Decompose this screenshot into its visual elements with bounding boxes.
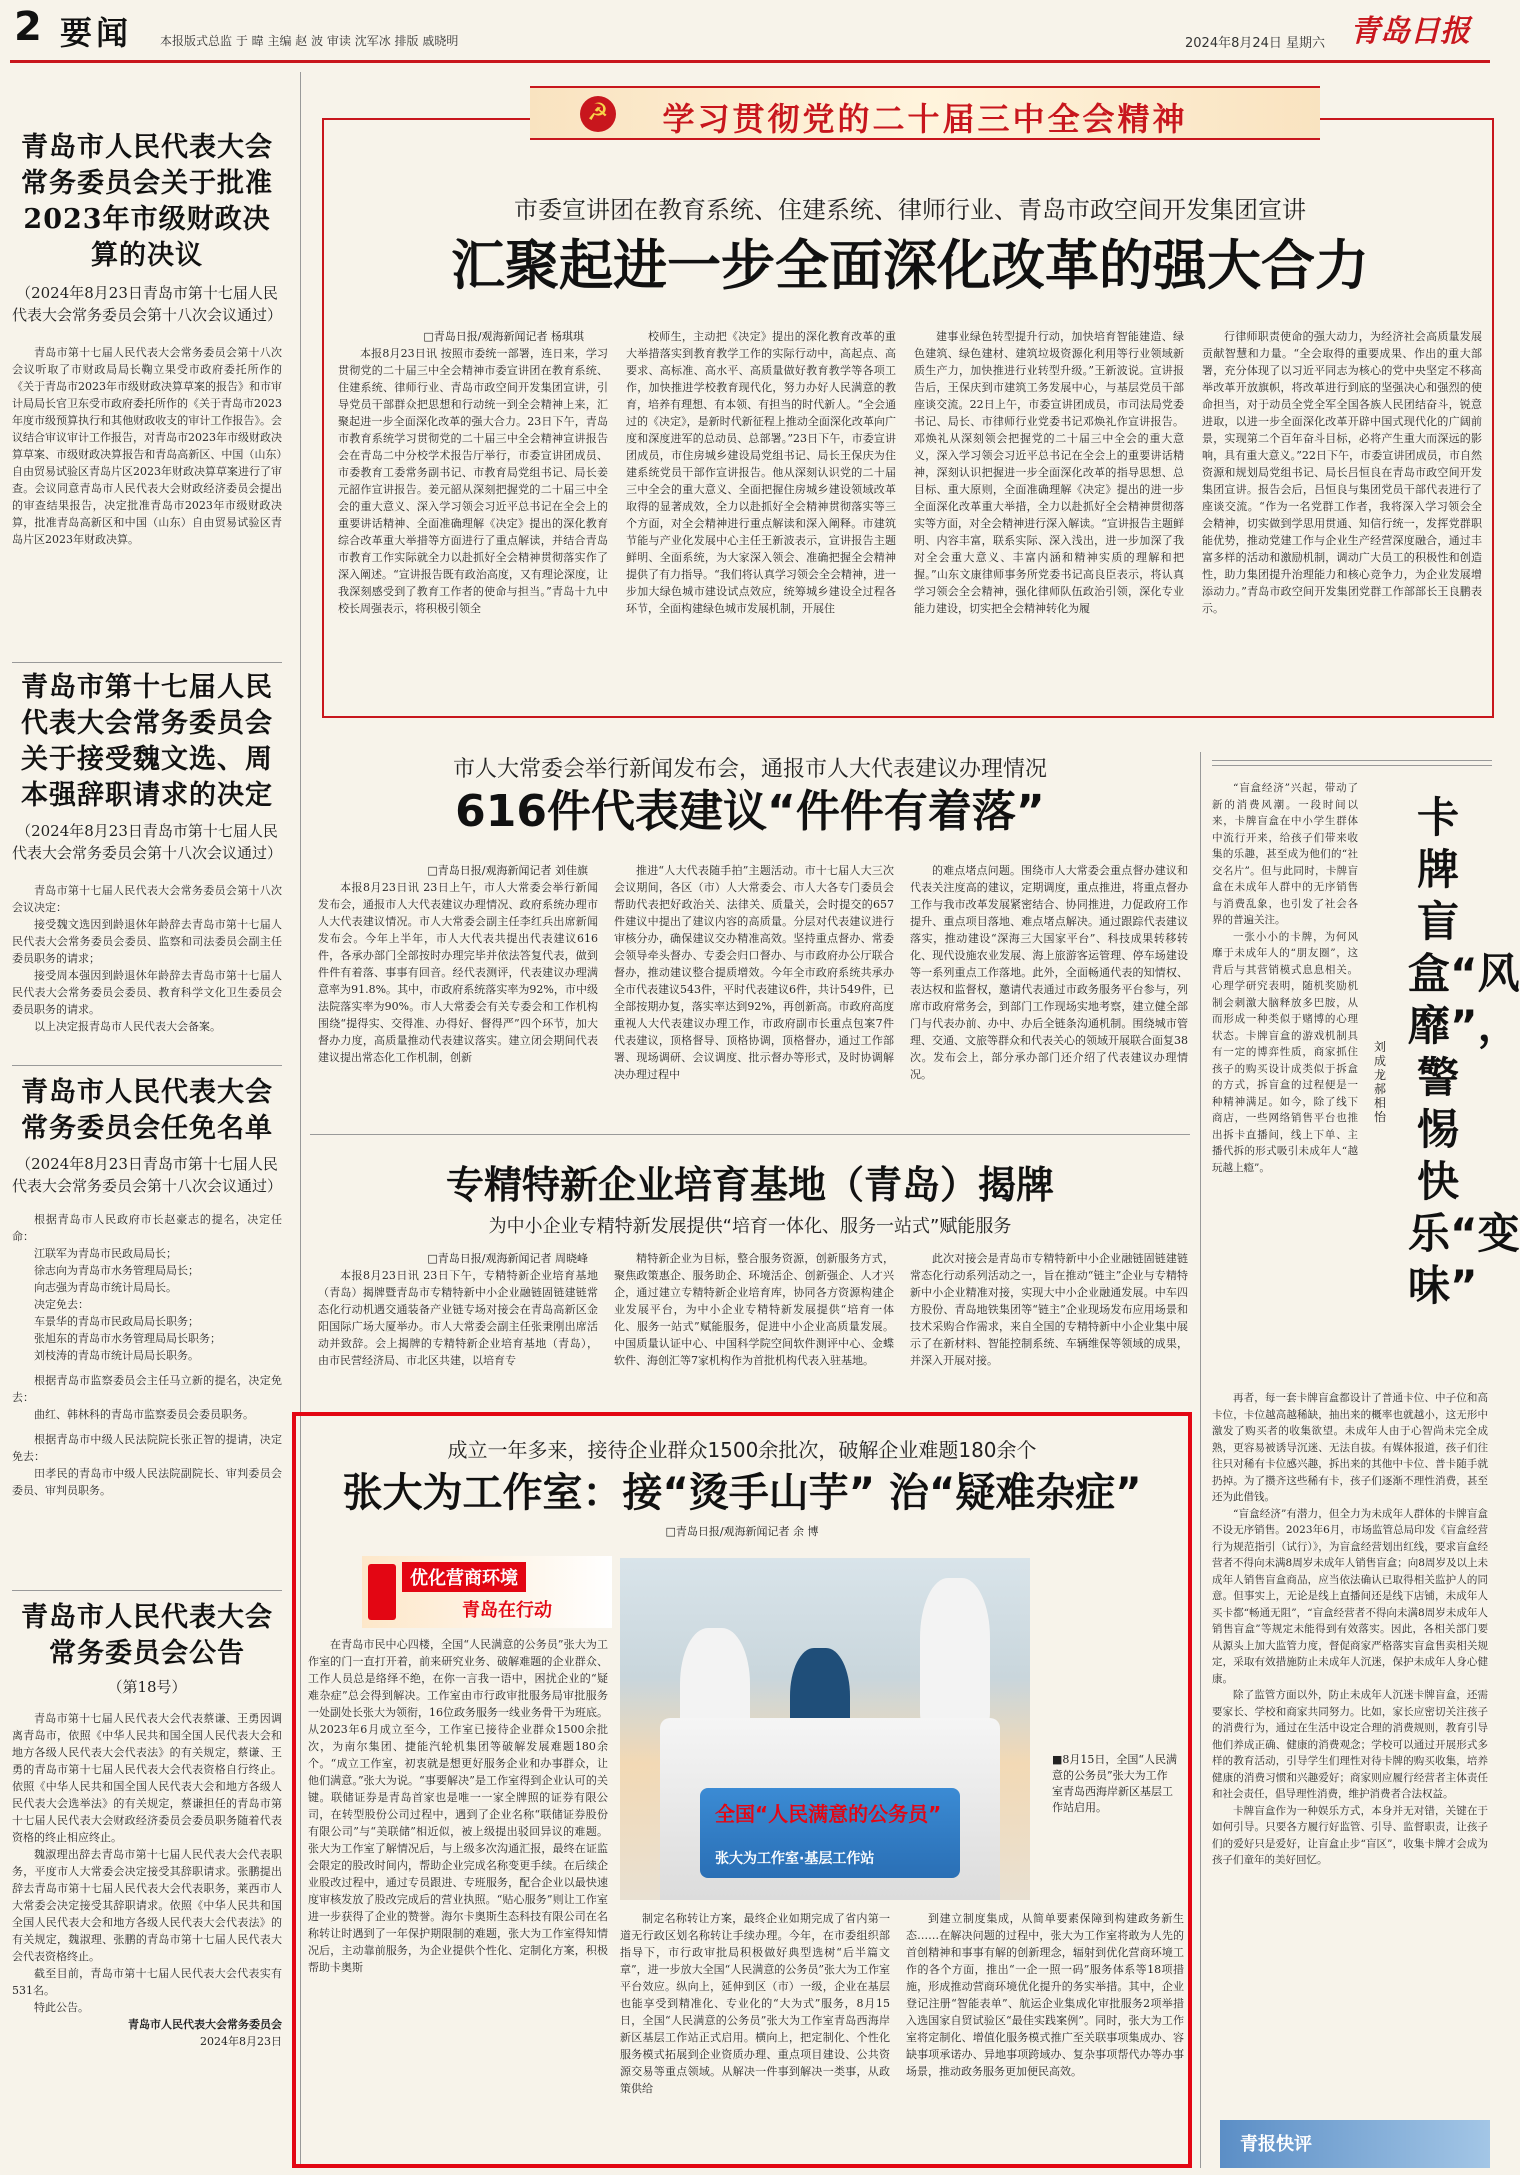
page-section-label: 要闻: [60, 14, 133, 52]
commentary-paragraph: 除了监管方面以外，防止未成年人沉迷卡牌盲盒，还需要家长、学校和商家共同努力。比如，家长应密切关注孩子的消费行为，通过在生活中设定合理的消费规则，教育引导他们养成正确、健康的消费观念；学校可以通过开展形式多样的教育活动，引导学生们理性对待卡牌的购买收集，培养健康的消费习惯和兴趣爱好；商家则应履行经营者主体责任和社会责任，倡导理性消费，维护消费者合法权益。: [1212, 1689, 1488, 1800]
article-appointments: [12, 1075, 282, 1499]
theme-banner: [530, 86, 1320, 140]
commentary-title: 卡牌盲盒“风靡”，警惕快乐“变味”: [1408, 793, 1520, 1310]
lead-story: [330, 190, 1490, 303]
article-title: 青岛市人民代表大会常务委员会公告: [21, 1602, 273, 1669]
article-paragraph: 决定免去：: [34, 1298, 89, 1311]
article-paragraph: 刘枝涛的青岛市统计局局长职务。: [34, 1349, 199, 1362]
story-column-text: 建事业绿色转型提升行动，加快培育智能建造、绿色建筑、绿色建材、建筑垃圾资源化利用等行业领域新质生产力，加快推进行业转型升级。”王新波说。宣讲报告后，王保庆到市建筑工务发展中心，与基层党员干部座谈交流。22日上午，市委宣讲团成员，市司法局党委书记、局长、市律师行业党委书记邓焕礼作宣讲报告。邓焕礼从深刻领会把握党的二十届三中全会的重大意义，深入学习领会习近平总书记在全会上的重要讲话精神，深刻认识把握进一步全面深化改革的指导思想、总目标、重大原则，全面准确理解《决定》提出的进一步全面深化改革重大举措，全力以赴抓好全会精神贯彻落实等方面，对全会精神进行深入解读。“宣讲报告主题鲜明、内容丰富，联系实际、深入浅出，进一步加深了我对全会重大意义、丰富内涵和精神实质的理解和把握。”山东文康律师事务所党委书记高良臣表示，将认真学习领会全会精神，强化律师队伍政治引领，深化专业能力建设，切实把全会精神转化为履: [914, 330, 1184, 615]
story-kicker: 市人大常委会举行新闻发布会，通报市人大代表建议办理情况: [452, 757, 1047, 782]
featured-column: [620, 1910, 890, 2164]
article-subtitle: （2024年8月23日青岛市第十七届人民代表大会常务委员会第十八次会议通过）: [12, 284, 283, 324]
commentary-footer-banner: [1220, 2120, 1490, 2168]
article-subtitle: （2024年8月23日青岛市第十七届人民代表大会常务委员会第十八次会议通过）: [12, 1155, 283, 1195]
article-subtitle: （2024年8月23日青岛市第十七届人民代表大会常务委员会第十八次会议通过）: [12, 822, 283, 862]
article-body: [12, 1211, 282, 1499]
story-column: [626, 328, 896, 617]
commentary-paragraph: 再者，每一套卡牌盲盒都设计了普通卡位、中子位和高卡位，卡位越高越稀缺，抽出来的概率也就越小，这无形中激发了购买者的收集欲望。未成年人由于心智尚未完全成熟，更容易被诱导沉迷、无法自拔。有媒体报道，孩子们往往只对稀有卡位感兴趣，拆出来的其他中卡位、普卡随手就扔掉。为了攒齐这些稀有卡，孩子们逐渐不理性消费，甚至还为此借钱。: [1212, 1392, 1488, 1503]
article-paragraph: 接受魏文选因到龄退休年龄辞去青岛市第十七届人民代表大会常务委员会委员、监察和司法委员会副主任委员职务的请求；: [12, 918, 282, 965]
story-column: [318, 1250, 598, 1369]
featured-column: [906, 1910, 1184, 2164]
article-paragraph: 根据青岛市中级人民法院院长张正智的提请，决定免去：: [12, 1433, 282, 1463]
article-paragraph: 青岛市第十七届人民代表大会常务委员会第十八次会议听取了市财政局局长鞠立果受市政府委托所作的《关于青岛市2023年市级财政决算草案的报告》和市审计局局长官卫东受市政府委托所作的《关于青岛市2023年度市级预算执行和其他财政收支的审计工作报告》。会议结合审议审计工作报告，对青岛市2023年市级财政决算草案、市级财政决算报告和青岛高新区、中国（山东）自由贸易试验区青岛片区2023年财政决算草案进行了审查。会议同意青岛市人民代表大会财政经济委员会提出的审查结果报告，决定批准青岛市2023年市级财政决算，批准青岛高新区和中国（山东）自由贸易试验区青岛片区2023年财政决算。: [12, 346, 282, 546]
page-number: 2: [14, 4, 42, 50]
article-budget-resolution: [12, 130, 282, 548]
divider: [12, 662, 282, 663]
article-paragraph: 张旭东的青岛市水务管理局局长职务；: [34, 1332, 221, 1345]
story-column: [318, 862, 598, 1066]
article-paragraph: 截至目前，青岛市第十七届人民代表大会代表实有531名。: [12, 1967, 282, 1997]
lead-story-body: [338, 328, 1488, 713]
article-paragraph: 魏淑理出辞去青岛市第十七届人民代表大会代表职务，平度市人大常委会决定接受其辞职请求。张鹏提出辞去青岛市第十七届人民代表大会代表职务，莱西市人大常委会决定接受其辞职请求。依照《中华人民共和国全国人民代表大会和地方各级人民代表大会代表法》的有关规定，魏淑理、张鹏的青岛市第十七届人民代表大会代表资格终止。: [12, 1848, 282, 1963]
article-paragraph: 江联军为青岛市民政局局长；: [34, 1247, 177, 1260]
article-resignation-decision: [12, 670, 282, 1035]
article-paragraph: 根据青岛市监察委员会主任马立新的提名，决定免去：: [12, 1374, 282, 1404]
signature: 青岛市人民代表大会常务委员会: [128, 2018, 282, 2031]
story-column-text: 校师生，主动把《决定》提出的深化教育改革的重大举措落实到教育教学工作的实际行动中，高起点、高要求、高标准、高水平、高质量做好教育教学等各项工作，加快推进学校教育现代化，努力办好人民满意的教育，培养有理想、有本领、有担当的时代新人。“全会通过的《决定》，是新时代新征程上推动全面深化改革向广度和深度进军的总动员、总部署。”23日下午，市委宣讲团成员，市住房城乡建设局党组书记、局长王保庆为住建系统党员干部作宣讲报告。他从深刻认识党的二十届三中全会的重大意义、全面把握住房城乡建设领域改革取得的显著成效，全力以赴抓好全会精神贯彻落实等三个方面，对全会精神进行重点解读和深入阐释。市建筑节能与产业化发展中心主任王新波表示，宣讲报告主题鲜明、全面系统，为大家深入领会、准确把握全会精神提供了有力指导。“我们将认真学习领会全会精神，进一步加大绿色城市建设试点效应，统筹城乡建设全过程各环节，全面构建绿色城市发展机制，开展住: [626, 330, 896, 615]
divider: [12, 1065, 282, 1066]
news-photo: [620, 1558, 1030, 1900]
article-announcement: [12, 1600, 282, 2050]
story-column-text: 制定名称转让方案，最终企业如期完成了省内第一道无行政区划名称转让手续办理。今年，在市委组织部指导下，市行政审批局积极做好典型选树“后半篇文章”，进一步放大全国“人民满意的公务员”张大为工作室平台效应。纵向上，延伸到区（市）一级，企业在基层也能享受到精准化、专业化的“大为式”服务，8月15日，全国“人民满意的公务员”张大为工作室青岛西海岸新区基层工作站正式启用。横向上，把定制化、个性化服务模式拓展到企业资质办理、重点项目建设、公共资源交易等重点领域。从解决一件事到解决一类事，从政策供给: [620, 1912, 890, 2095]
story-deputy-proposals: [310, 752, 1190, 841]
story-column: [914, 328, 1184, 617]
story-incubator: [310, 1160, 1190, 1238]
story-kicker: 成立一年多来，接待企业群众1500余批次，破解企业难题180余个: [447, 1438, 1037, 1462]
commentary-paragraph: 卡牌盲盒作为一种娱乐方式，本身并无对错，关键在于如何引导。只要各方履行好监管、引导、监督职责，让孩子们的爱好只是爱好，让盲盒止步“盲区”，收集卡牌才会成为孩子们童年的美好回忆。: [1212, 1804, 1488, 1866]
commentary-paragraph: “盲盒经济”有潜力，但全力为未成年人群体的卡牌盲盒不设无序销售。2023年6月，市场监管总局印发《盲盒经营行为规范指引（试行）》，为盲盒经营划出红线，要求盲盒经营者不得向未满8周岁未成年人销售盲盒；向8周岁及以上未成年人销售盲盒商品，应当依法确认已取得相关监护人的同意。但事实上，无论是线上直播间还是线下店铺，未成年人买卡都“畅通无阻”，“盲盒经营者不得向未满8周岁未成年人销售盲盒”等规定未能得到有效落实。因此，各相关部门要从源头上加大监管力度，督促商家严格落实盲盒售卖相关规定，采取有效措施防止未成年人沉迷，保护未成年人身心健康。: [1212, 1507, 1488, 1685]
story-column-text: 到建立制度集成，从简单要素保障到构建政务新生态……在解决问题的过程中，张大为工作室将敢为人先的首创精神和事事有解的创新理念，辐射到优化营商环境工作的各个方面，推出“一企一照一码”服务体系等18项措施，形成推动营商环境优化提升的务实举措。其中，企业登记注册“智能表单”、航运企业集成化审批服务2项举措入选国家自贸试验区“最佳实践案例”。同时，张大为工作室将定制化、增值化服务模式推广至关联事项集成办、容缺事项承诺办、异地事项跨域办、复杂事项帮代办等办事场景，推动政务服务更加便民高效。: [906, 1912, 1184, 2078]
page-header: [0, 0, 1500, 62]
left-column: [12, 130, 292, 2170]
story-column-text: 本报8月23日讯 23日下午，专精特新企业培育基地（青岛）揭牌暨青岛市专精特新中小企业融链固链建链常态化行动机遇交通装备产业链专场对接会在青岛高新区金阳国际广场大厦举办。市人大常委会副主任张秉刚出席活动并致辞。会上揭牌的专精特新企业培育基地（青岛），由市民营经济局、市北区共建，以培育专: [318, 1269, 598, 1367]
article-paragraph: 根据青岛市人民政府市长赵豪志的提名，决定任命：: [12, 1213, 282, 1243]
divider: [310, 1134, 1190, 1135]
story-headline: 张大为工作室：接“烫手山芋” 治“疑难杂症”: [342, 1470, 1142, 1516]
signature-date: 2024年8月23日: [200, 2035, 282, 2048]
photo-sign-subtext: 张大为工作室·基层工作站: [715, 1851, 875, 1867]
featured-column: [308, 1636, 608, 2164]
photo-sign-text: 全国“人民满意的公务员”: [715, 1802, 942, 1826]
article-paragraph: 徐志向为青岛市水务管理局局长；: [34, 1264, 199, 1277]
banner-text: 学习贯彻党的二十届三中全会精神: [662, 100, 1188, 138]
story-column: [910, 1250, 1188, 1369]
commentary-author: 刘成龙 郝相怡: [1373, 1040, 1386, 1124]
story-column-text: 此次对接会是青岛市专精特新中小企业融链固链建链常态化行动系列活动之一，旨在推动“链主”企业与专精特新中小企业精准对接，实现大中小企业融通发展。中车四方股份、青岛地铁集团等“链主”企业现场发布应用场景和技术采购合作需求，来自全国的专精特新中小企业集中展示了在新材料、智能控制系统、车辆维保等领域的成果，并深入开展对接。: [910, 1252, 1188, 1367]
story-headline: 616件代表建议“件件有着落”: [455, 786, 1045, 837]
commentary-paragraph: “盲盒经济”兴起，带动了新的消费风潮。一段时间以来，卡牌盲盒在中小学生群体中流行开来，给孩子们带来收集的乐趣，甚至成为他们的“社交名片”。但与此同时，卡牌盲盒在未成年人群中的无序销售与消费乱象，也引发了社会各界的普遍关注。: [1212, 782, 1358, 926]
campaign-badge-text: 优化营商环境: [402, 1562, 526, 1592]
photo-caption: ■8月15日，全国“人民满意的公务员”张大为工作室青岛西海岸新区基层工作站启用。: [1052, 1753, 1178, 1814]
story-kicker: 市委宣讲团在教育系统、住建系统、律师行业、青岛市政空间开发集团宣讲: [514, 196, 1306, 224]
campaign-logo-icon: [368, 1564, 396, 1620]
story-column: [614, 1250, 894, 1369]
story-byline: □青岛日报/观海新闻记者 刘佳旗: [427, 864, 588, 877]
campaign-badge: [362, 1556, 612, 1628]
article-title: 青岛市第十七届人民代表大会常务委员会关于接受魏文选、周本强辞职请求的决定: [21, 672, 273, 811]
story-column-text: 在青岛市民中心四楼，全国“人民满意的公务员”张大为工作室的门一直打开着，前来研究业务、破解难题的企业群众、工作人员总是络绎不绝，在你一言我一语中，困扰企业的“疑难杂症”总会得到解决。工作室由市行政审批服务局审批服务一处副处长张大为领衔，16位政务服务一线业务骨干为班底。从2023年6月成立至今，工作室已接待企业群众1500余批次，为南尔集团、捷能汽轮机集团等破解发展难题180余个。“成立工作室，初衷就是想更好服务企业和办事群众，让他们满意。”张大为说。“事要解决”是工作室得到企业认可的关键。联储证券是青岛首家也是唯一一家全牌照的证券有限公司，在转型股份公司过程中，遇到了企业名称“联储证券股份有限公司”与“美联储”相近似，被上级提出驳回异议的难题。张大为工作室了解情况后，与上级多次沟通汇报，最终在证监会限定的股改时间内，帮助企业完成名称变更手续。在后续企业股改过程中，通过专员跟进、专班服务，配合企业以最快速度审核发放了股改完成后的营业执照。“贴心服务”则让工作室进一步获得了企业的赞誉。海尔卡奥斯生态科技有限公司在名称转让时遇到了一年保护期限制的难题，张大为工作室得知情况后，主动靠前服务，为企业提供个性化、定制化方案，积极帮助卡奥斯: [308, 1638, 608, 1974]
article-paragraph: 青岛市第十七届人民代表大会常务委员会第十八次会议决定：: [12, 884, 282, 914]
article-paragraph: 田孝民的青岛市中级人民法院副院长、审判委员会委员、审判员职务。: [12, 1467, 282, 1497]
article-paragraph: 向志强为青岛市统计局局长。: [34, 1281, 177, 1294]
story2-body: [318, 862, 1188, 1122]
commentary-footer-text: 青报快评: [1240, 2134, 1312, 2155]
article-paragraph: 车景华的青岛市民政局局长职务；: [34, 1315, 199, 1328]
commentary-body: [1212, 780, 1358, 1385]
commentary-body-continued: [1212, 1390, 1488, 2110]
story-column: [338, 328, 608, 617]
party-emblem-icon: ☭: [580, 96, 616, 132]
article-subtitle: （第18号）: [107, 1678, 187, 1696]
issue-date: 2024年8月24日 星期六: [1185, 36, 1326, 51]
story-column: [910, 862, 1188, 1083]
story-byline: □青岛日报/观海新闻记者 周晓峰: [427, 1252, 588, 1265]
photo-person-shape: [920, 1578, 990, 1728]
article-title: 青岛市人民代表大会常务委员会任免名单: [21, 1077, 273, 1144]
story-column-text: 本报8月23日讯 23日上午，市人大常委会举行新闻发布会，通报市人大代表建议办理情况、政府系统办理市人大代表建议情况。市人大常委会副主任李红兵出席新闻发布会。今年上半年，市人大代表共提出代表建议616件，各承办部门全部按时办理完毕并依法答复代表，做到件件有着落、事事有回音。经代表测评，代表建议办理满意率为91.8%。其中，市政府系统落实率为92%，市中级法院落实率为90%。市人大常委会有关专委会和工作机构围绕“提得实、交得准、办得好、督得严”四个环节，加大督办力度，高质量推动代表建议落实。建立闭会期间代表建议提出常态化工作机制，创新: [318, 881, 598, 1064]
article-paragraph: 曲红、韩林科的青岛市监察委员会委员职务。: [34, 1408, 254, 1421]
column-divider: [1200, 752, 1201, 2168]
commentary-paragraph: 一张小小的卡牌，为何风靡于未成年人的“朋友圈”，这背后与其营销模式息息相关。心理学研究表明，随机奖励机制会刺激大脑释放多巴胺，从而形成一种类似于赌博的心理状态。卡牌盲盒的游戏机制具有一定的博弈性质，商家抓住孩子的购买设计成类似于拆盒的方式，拆盲盒的过程便是一种精神满足。如今，除了线下商店，一些网络销售平台也推出拆卡直播间，线上下单、主播代拆的形式吸引未成年人“越玩越上瘾”。: [1212, 930, 1358, 1174]
divider: [12, 1590, 282, 1591]
story-headline: 专精特新企业培育基地（青岛）揭牌: [445, 1163, 1054, 1207]
story-byline: □青岛日报/观海新闻记者 杨琪琪: [423, 330, 584, 343]
story-column: [614, 862, 894, 1083]
story-column-text: 的难点堵点问题。围绕市人大常委会重点督办建议和代表关注度高的建议，定期调度，重点推进，将重点督办工作与我市改革发展紧密结合、协同推进，力促政府工作提升、重点项目落地、难点堵点解决。通过跟踪代表建议落实，推动建设“深海三大国家平台”、科技成果转移转化、现代设施农业发展、海上旅游客运管理、停车场建设等一系列重点工作落地。此外，全面畅通代表的知情权、表达权和监督权，邀请代表通过市政务服务平台参与，列席市政府常务会，到部门工作现场实地考察，建立健全部门与代表办前、办中、办后全链条沟通机制。围绕城市管理、交通、文旅等群众和代表关心的领域开展联合面复38次。发布会上，部分承办部门还介绍了代表建议办理情况。: [910, 864, 1188, 1081]
header-rule: [10, 60, 1490, 63]
story-column-text: 本报8月23日讯 按照市委统一部署，连日来，学习贯彻党的二十届三中全会精神市委宣讲团在教育系统、住建系统、律师行业、青岛市政空间开发集团宣讲，引导党员干部群众把思想和行动统一到全会精神上来，汇聚起进一步全面深化改革的强大合力。23日下午，青岛市教育系统学习贯彻党的二十届三中全会精神宣讲报告会在青岛二中分校学术报告厅举行，市委宣讲团成员、市委教育工委常务副书记、市教育局党组书记、局长姜元韶作宣讲报告。姜元韶从深刻把握党的二十届三中全会的重大意义、深入学习领会习近平总书记在全会上的重要讲话精神、全面准确理解《决定》提出的深化教育综合改革重大举措等方面进行了重点解读，并结合青岛市教育工作实际就全力以赴抓好全会精神贯彻落实作了深入阐述。“宣讲报告既有政治高度，又有理论深度，让我深刻感受到了教育工作者的使命与担当。”青岛十九中校长周强表示，将积极引领全: [338, 347, 608, 615]
article-paragraph: 以上决定报青岛市人民代表大会备案。: [34, 1020, 221, 1033]
article-body: [12, 1710, 282, 2050]
article-paragraph: 特此公告。: [34, 2001, 89, 2014]
commentary-rule: [1212, 760, 1492, 766]
article-paragraph: 接受周本强因到龄退休年龄辞去青岛市第十七届人民代表大会常务委员会委员、教育科学文化卫生委员会委员职务的请求。: [12, 969, 282, 1016]
story-column-text: 行律师职责使命的强大动力，为经济社会高质量发展贡献智慧和力量。“全会取得的重要成果、作出的重大部署，充分体现了以习近平同志为核心的党中央坚定不移高举改革开放旗帜，将改革进行到底的坚强决心和强烈的使命担当，对于动员全党全军全国各族人民团结奋斗，锐意进取，以进一步全面深化改革开辟中国式现代化的广阔前景，实现第二个百年奋斗目标，必将产生重大而深远的影响，具有重大意义。”22日下午，市委宣讲团成员，市自然资源和规划局党组书记、局长吕恒良在青岛市政空间开发集团宣讲。报告会后，吕恒良与集团党员干部代表进行了座谈交流。“作为一名党群工作者，我将深入学习领会全会精神，切实做到学思用贯通、知信行统一，发挥党群职能优势，推动党建工作与企业生产经营深度融合，通过丰富多样的活动和激励机制，调动广大员工的积极性和创造性，助力集团提升治理能力和核心竞争力，为企业发展增添动力。”青岛市政空间开发集团党群工作部部长王良鹏表示。: [1202, 330, 1482, 615]
story-subhead: 为中小企业专精特新发展提供“培育一体化、服务一站式”赋能服务: [488, 1216, 1012, 1237]
story-column: [1202, 328, 1482, 617]
story3-body: [318, 1250, 1188, 1400]
featured-story: [300, 1434, 1184, 1540]
story-headline: 汇聚起进一步全面深化改革的强大合力: [451, 234, 1369, 297]
campaign-badge-subtext: 青岛在行动: [462, 1600, 552, 1621]
newspaper-masthead-logo: 青岛日报: [1350, 14, 1470, 49]
story-column-text: 精特新企业为目标，整合服务资源，创新服务方式，聚焦政策惠企、服务助企、环境活企、创新强企、人才兴企，通过建立专精特新企业培育库，协同各方资源构建企业发展平台，为中小企业专精特新发展提供“培育一体化、服务一站式”赋能服务，促进中小企业高质量发展。中国质量认证中心、中国科学院空间软件测评中心、金蝶软件、海创汇等7家机构作为首批机构代表入驻基地。: [614, 1252, 894, 1367]
article-title: 青岛市人民代表大会常务委员会关于批准2023年市级财政决算的决议: [21, 132, 273, 271]
article-body: [12, 344, 282, 548]
editor-credits: 本报版式总监 于 暐 主编 赵 波 审读 沈军冰 排版 戚晓明: [160, 34, 459, 48]
article-paragraph: 青岛市第十七届人民代表大会代表蔡谦、王勇因调离青岛市，依照《中华人民共和国全国人民代表大会和地方各级人民代表大会代表法》的有关规定，蔡谦、王勇的青岛市第十七届人民代表大会代表资格自行终止。依照《中华人民共和国全国人民代表大会和地方各级人民代表大会选举法》的有关规定，蔡谦担任的青岛市第十七届人民代表大会财政经济委员会委员职务随着代表资格的终止相应终止。: [12, 1712, 282, 1844]
story-byline: □青岛日报/观海新闻记者 余 博: [665, 1525, 819, 1538]
article-body: [12, 882, 282, 1035]
story-column-text: 推进“人大代表随手拍”主题活动。市十七届人大三次会议期间，各区（市）人大常委会、市人大各专门委员会帮助代表把好政治关、法律关、质量关，会时提交的657件建议中提出了建议内容的高质量。分层对代表建议进行审核分办，确保建议交办精准高效。坚持重点督办、常委会领导牵头督办、专委会归口督办、与市政府办公厅联合督办，推动建议整合提质增效。今年全市政府系统共承办全市代表建议543件，平时代表建议6件，共计549件，已全部按期办复，落实率达到92%，再创新高。市政府高度重视人大代表建议办理工作，市政府副市长重点包案7件代表建议，顶格督导、顶格协调，顶格督办，通过工作部署、现场调研、会议调度、批示督办等形式，及时协调解决办理过程中: [614, 864, 894, 1081]
